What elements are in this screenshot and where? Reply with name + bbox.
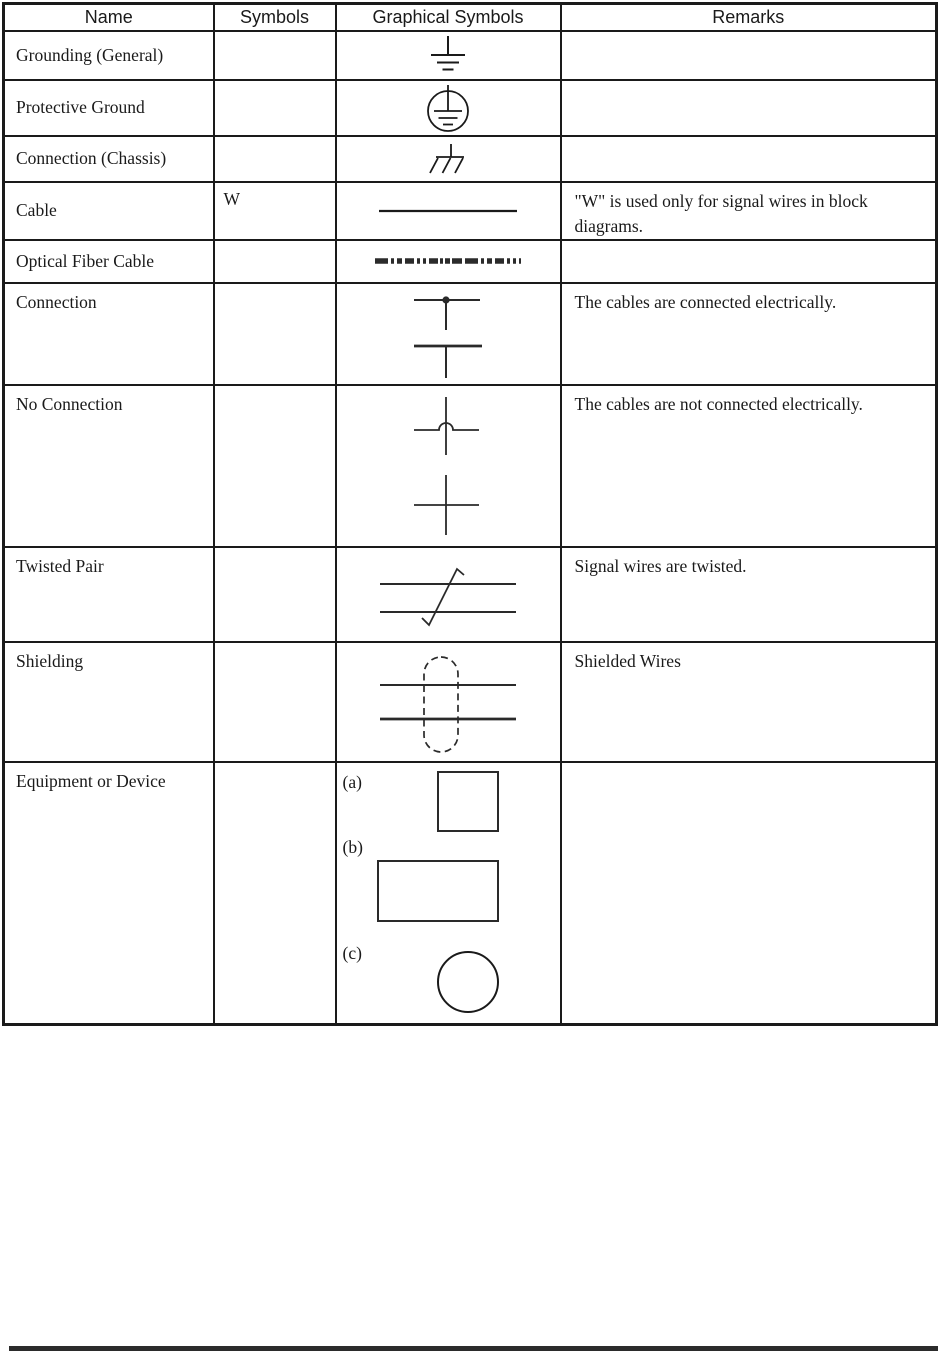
row-symbol: W [214, 182, 336, 240]
row-name: Cable [4, 182, 214, 240]
header-symbols: Symbols [214, 4, 336, 31]
protective-earth-icon [336, 80, 561, 136]
header-graphical-symbols: Graphical Symbols [336, 4, 561, 31]
row-remark [561, 136, 937, 182]
equipment-variant-b-label: (b) [342, 836, 363, 857]
symbols-table [2, 2, 938, 1026]
row-symbol [214, 642, 336, 762]
equipment-circle-icon [437, 951, 499, 1013]
row-name: Optical Fiber Cable [4, 240, 214, 283]
row-name: Protective Ground [4, 80, 214, 136]
row-symbol [214, 80, 336, 136]
row-symbol [214, 136, 336, 182]
chassis-ground-icon [336, 136, 561, 182]
table-row [4, 762, 937, 1025]
row-name: Equipment or Device [4, 762, 214, 1025]
row-remark [561, 762, 937, 1025]
row-remark: Shielded Wires [561, 642, 937, 762]
table-row [4, 547, 937, 642]
row-remark: Signal wires are twisted. [561, 547, 937, 642]
row-symbol [214, 240, 336, 283]
row-symbol [214, 762, 336, 1025]
row-remark: "W" is used only for signal wires in block diagrams. [561, 182, 937, 240]
row-name: Connection (Chassis) [4, 136, 214, 182]
equipment-variant-a-label: (a) [342, 771, 362, 792]
earth-ground-icon [336, 31, 561, 80]
row-remark [561, 31, 937, 80]
header-name: Name [4, 4, 214, 31]
equipment-square-icon [437, 771, 499, 832]
equipment-shapes-icon [336, 762, 561, 1025]
table-header-row [4, 4, 937, 31]
row-name: Connection [4, 283, 214, 385]
row-name: Shielding [4, 642, 214, 762]
row-remark [561, 240, 937, 283]
table-row [4, 385, 937, 547]
table-row [4, 283, 937, 385]
equipment-variant-c-label: (c) [342, 942, 362, 963]
table-row [4, 240, 937, 283]
junction-dot-tee-icon [336, 283, 561, 385]
table-row [4, 642, 937, 762]
row-name: Grounding (General) [4, 31, 214, 80]
table-row [4, 31, 937, 80]
row-symbol [214, 283, 336, 385]
row-remark: The cables are connected electrically. [561, 283, 937, 385]
table-row [4, 182, 937, 240]
page-footer-rule [9, 1346, 938, 1351]
thick-dashed-line-icon [336, 240, 561, 283]
row-symbol [214, 385, 336, 547]
row-symbol [214, 31, 336, 80]
equipment-rectangle-icon [377, 860, 499, 922]
table-row [4, 136, 937, 182]
row-symbol [214, 547, 336, 642]
crossover-hop-cross-icon [336, 385, 561, 547]
shield-ellipse-icon [336, 642, 561, 762]
twisted-pair-icon [336, 547, 561, 642]
row-name: Twisted Pair [4, 547, 214, 642]
row-remark: The cables are not connected electrically. [561, 385, 937, 547]
header-remarks: Remarks [561, 4, 937, 31]
table-row [4, 80, 937, 136]
row-remark [561, 80, 937, 136]
row-name: No Connection [4, 385, 214, 547]
solid-line-icon [336, 182, 561, 240]
